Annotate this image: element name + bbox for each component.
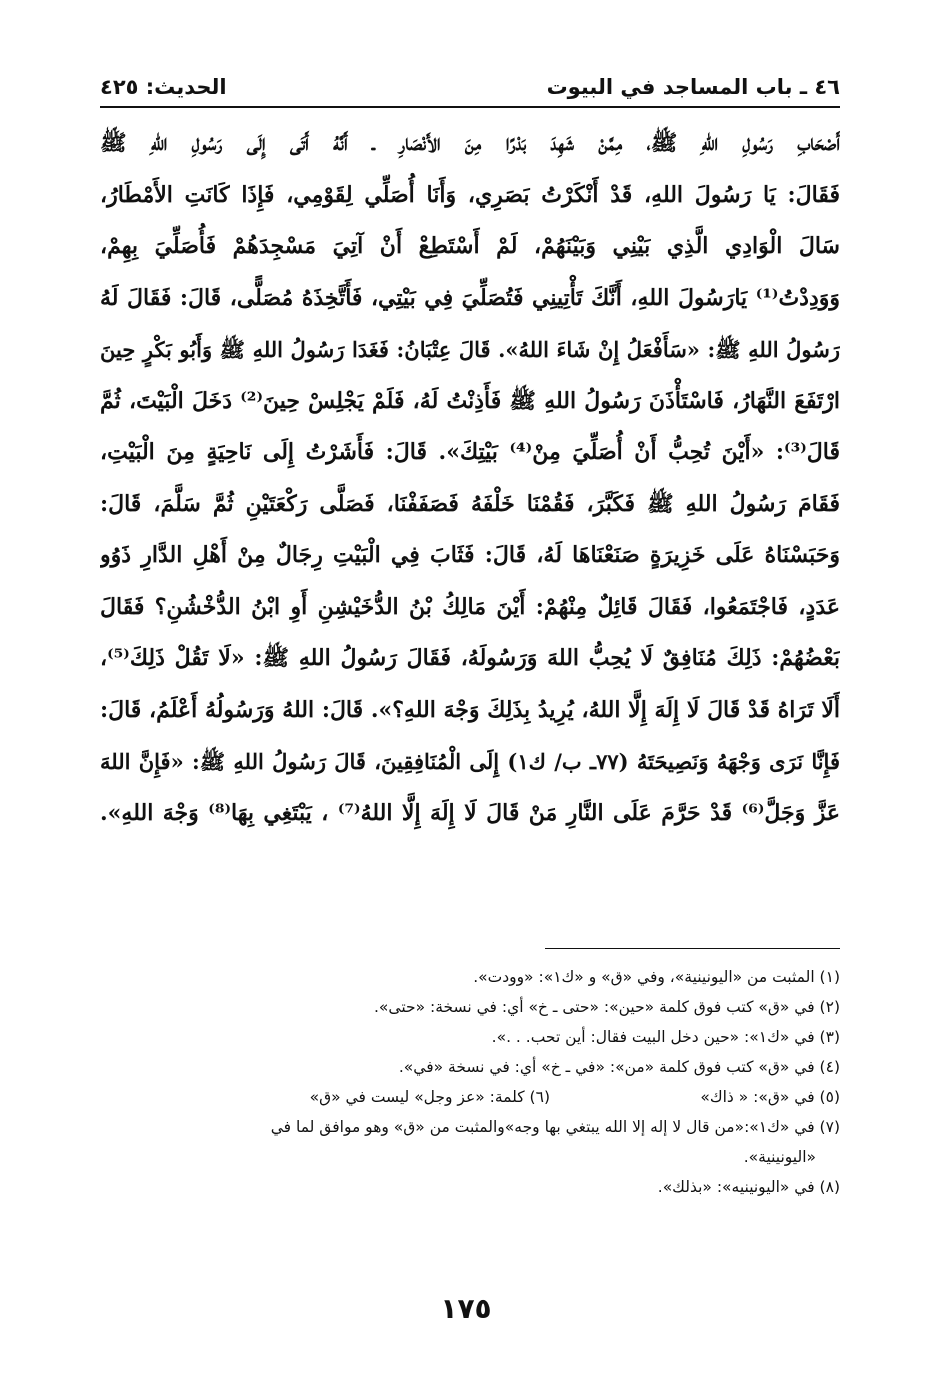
- text-line: عَدَدٍ، فَاجْتَمَعُوا، فَقَالَ قَائِلٌ مِنْهُمْ: أَيْنَ مَالِكُ بْنُ الدُّخَيْشِنِ أَوِ ابْنُ الدُّخْشُنِ؟ فَقَالَ: [100, 593, 840, 620]
- footnote-row-5-6: [100, 1082, 840, 1112]
- chapter-title: ٤٦ ـ باب المساجد في البيوت: [546, 75, 840, 99]
- text-line: وَحَبَسْنَاهُ عَلَى خَزِيرَةٍ صَنَعْنَاهَا لَهُ، قَالَ: فَثَابَ فِي الْبَيْتِ رِجَالٌ مِنْ أَهْلِ الدَّارِ ذَوُو: [100, 542, 840, 568]
- footnote-7: (٧) في «ك١»:«من قال لا إله إلا الله يبتغي بها وجه»والمثبت من «ق» وهو موافق لما في: [270, 1118, 840, 1136]
- text-line: رَسُولُ اللهِ ﷺ: «سَأَفْعَلُ إِنْ شَاءَ اللهُ». قَالَ عِتْبَانُ: فَغَدَا رَسُولُ اللهِ ﷺ وَأَبُو بَكْرٍ حِينَ: [100, 337, 840, 362]
- footnotes: [100, 962, 840, 1202]
- text-line: وَوَدِدْتُ⁽¹⁾ يَارَسُولَ اللهِ، أَنَّكَ تَأْتِينِي فَتُصَلِّيَ فِي بَيْتِي، فَأَتَّخِذَهُ مُصَلًّى، قَالَ: فَقَالَ لَهُ: [100, 284, 840, 311]
- text-line: ارْتَفَعَ النَّهَارُ، فَاسْتَأْذَنَ رَسُولُ اللهِ ﷺ فَأَذِنْتُ لَهُ، فَلَمْ يَجْلِسْ حِينَ⁽²⁾ دَخَلَ الْبَيْتَ، ثُمَّ: [100, 387, 840, 414]
- footnote-2: (٢) في «ق» كتب فوق كلمة «حين»: «حتى ـ خ» أي: في نسخة: «حتى».: [374, 998, 840, 1016]
- text-line: أَلَا تَرَاهُ قَدْ قَالَ لَا إِلَهَ إِلَّا اللهُ، يُرِيدُ بِذَلِكَ وَجْهَ اللهِ؟». قَالَ: اللهُ وَرَسُولُهُ أَعْلَمُ، قَالَ:: [100, 696, 840, 723]
- footnote-5: (٥) في «ق»: « ذاك»: [700, 1088, 840, 1106]
- text-line: سَالَ الْوَادِي الَّذِي بَيْنِي وَبَيْنَهُمْ، لَمْ أَسْتَطِعْ أَنْ آتِيَ مَسْجِدَهُمْ فَأُصَلِّيَ بِهِمْ،: [100, 233, 840, 259]
- text-line: فَقَالَ: يَا رَسُولَ اللهِ، قَدْ أَنْكَرْتُ بَصَرِي، وَأَنَا أُصَلِّي لِقَوْمِي، فَإِذَا كَانَتِ الأَمْطَارُ،: [100, 181, 840, 208]
- footnote-divider: [545, 948, 840, 949]
- text-line: عَزَّ وَجَلَّ⁽⁶⁾ قَدْ حَرَّمَ عَلَى النَّارِ مَنْ قَالَ لَا إِلَهَ إِلَّا اللهُ⁽⁷⁾ ، يَبْتَغِي بِهَا⁽⁸⁾ وَجْهَ اللهِ».: [100, 799, 840, 826]
- hadith-number: الحديث: ٤٢٥: [100, 75, 227, 99]
- text-line: بَعْضُهُمْ: ذَلِكَ مُنَافِقٌ لَا يُحِبُّ اللهَ وَرَسُولَهُ، فَقَالَ رَسُولُ اللهِ ﷺ: «لَا تَقُلْ ذَلِكَ⁽⁵⁾،: [100, 645, 840, 671]
- footnote-1: (١) المثبت من «اليونينية»، وفي «ق» و «ك١»: «وودت».: [473, 968, 840, 986]
- footnote-7-continued: «اليونينية».: [743, 1148, 816, 1166]
- footnote-3: (٣) في «ك١»: «حين دخل البيت فقال: أين تحب. . .».: [491, 1028, 840, 1046]
- footnote-8: (٨) في «اليونينيه»: «بذلك».: [657, 1178, 840, 1196]
- page-number: ١٧٥: [440, 1292, 492, 1325]
- page-header: [100, 70, 840, 104]
- header-divider: [100, 106, 840, 108]
- text-line: فَقَامَ رَسُولُ اللهِ ﷺ فَكَبَّرَ، فَقُمْنَا خَلْفَهُ فَصَفَفْنَا، فَصَلَّى رَكْعَتَيْنِ ثُمَّ سَلَّمَ، قَالَ:: [100, 490, 840, 517]
- text-line: أَصْحَابِ رَسُولِ اللهِ ﷺ، مِمَّنْ شَهِدَ بَدْرًا مِنَ الأَنْصَارِ ـ أَنَّهُ أَتَى إِلَى رَسُولِ اللهِ ﷺ: [100, 130, 840, 156]
- footnote-6: (٦) كلمة: «عز وجل» ليست في «ق»: [309, 1088, 550, 1106]
- text-line: فَإِنَّا نَرَى وَجْهَهُ وَنَصِيحَتَهُ (٧٧ـ ب/ ك١) إِلَى الْمُنَافِقِينَ، قَالَ رَسُولُ اللهِ ﷺ: «فَإِنَّ اللهَ: [100, 749, 840, 774]
- footnote-4: (٤) في «ق» كتب فوق كلمة «من»: «في ـ خ» أي: في نسخة «في».: [398, 1058, 840, 1076]
- hadith-text: [100, 118, 840, 839]
- text-line: قَالَ⁽³⁾: «أَيْنَ تُحِبُّ أَنْ أُصَلِّيَ مِنْ⁽⁴⁾ بَيْتِكَ». قَالَ: فَأَشَرْتُ إِلَى نَاحِيَةٍ مِنَ الْبَيْتِ،: [100, 439, 840, 465]
